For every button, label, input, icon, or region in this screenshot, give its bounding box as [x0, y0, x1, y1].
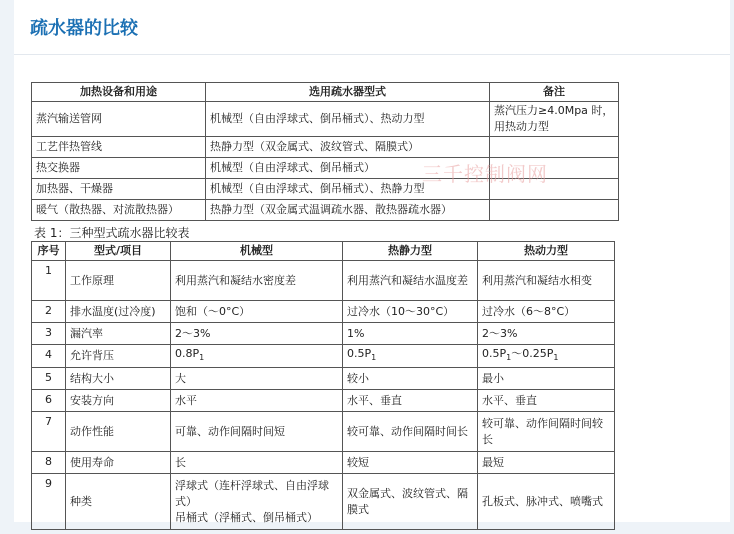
table-cell: 2～3% — [171, 323, 343, 345]
row-number: 4 — [32, 345, 66, 368]
title-divider — [14, 54, 730, 55]
column-header: 加热设备和用途 — [32, 83, 206, 102]
table-cell: 结构大小 — [66, 368, 171, 390]
column-header: 序号 — [32, 242, 66, 261]
table-cell: 利用蒸汽和凝结水相变 — [478, 261, 615, 301]
table-cell: 较短 — [343, 452, 478, 474]
table-cell: 机械型（自由浮球式、倒吊桶式） — [206, 158, 490, 179]
table-cell: 较可靠、动作间隔时间较长 — [478, 412, 615, 452]
table-cell: 1% — [343, 323, 478, 345]
table-cell — [171, 474, 343, 530]
table-cell: 饱和（～0°C） — [171, 301, 343, 323]
subscript: 1 — [553, 353, 559, 363]
row-number: 1 — [32, 261, 66, 301]
table-cell: 过冷水（6～8°C） — [478, 301, 615, 323]
table-row — [32, 368, 615, 390]
table-row — [32, 474, 615, 530]
table-cell: 2～3% — [478, 323, 615, 345]
table-row — [32, 137, 619, 158]
table-cell — [478, 345, 615, 368]
table-header-row — [32, 83, 619, 102]
row-number: 7 — [32, 412, 66, 452]
value-text: ～0.25P — [511, 347, 554, 360]
table-cell: 蒸汽压力≥4.0Mpa 时，用热动力型 — [490, 102, 619, 137]
value-text: 0.8P — [175, 347, 200, 360]
table-cell: 漏汽率 — [66, 323, 171, 345]
table-row — [32, 301, 615, 323]
table-cell: 种类 — [66, 474, 171, 530]
table-cell: 动作性能 — [66, 412, 171, 452]
table-cell: 热静力型（双金属式温调疏水器、散热器疏水器） — [206, 200, 490, 221]
column-header: 备注 — [490, 83, 619, 102]
subscript: 1 — [199, 353, 205, 363]
table-cell: 水平 — [171, 390, 343, 412]
table-cell: 允许背压 — [66, 345, 171, 368]
table-row — [32, 261, 615, 301]
subscript: 1 — [371, 353, 377, 363]
table-cell: 较可靠、动作间隔时间长 — [343, 412, 478, 452]
row-number: 5 — [32, 368, 66, 390]
table-cell: 可靠、动作间隔时间短 — [171, 412, 343, 452]
table-caption: 表 1：三种型式疏水器比较表 — [34, 226, 190, 240]
row-number: 2 — [32, 301, 66, 323]
heating-equipment-table — [31, 82, 619, 221]
row-number: 9 — [32, 474, 66, 530]
table-row — [32, 390, 615, 412]
table-cell: 利用蒸汽和凝结水密度差 — [171, 261, 343, 301]
value-text: 0.5P — [347, 347, 372, 360]
page-title: 疏水器的比较 — [30, 18, 138, 39]
column-header: 热动力型 — [478, 242, 615, 261]
table-cell — [490, 200, 619, 221]
table-cell: 机械型（自由浮球式、倒吊桶式）、热静力型 — [206, 179, 490, 200]
trap-comparison-table — [31, 241, 615, 530]
table-cell: 较小 — [343, 368, 478, 390]
table-cell: 过冷水（10～30°C） — [343, 301, 478, 323]
table-row — [32, 323, 615, 345]
value-text: 浮球式（连杆浮球式、自由浮球式） — [175, 478, 329, 508]
table-row — [32, 452, 615, 474]
column-header: 热静力型 — [343, 242, 478, 261]
table-row — [32, 200, 619, 221]
table-cell: 水平、垂直 — [343, 390, 478, 412]
value-text: 吊桶式（浮桶式、倒吊桶式） — [175, 510, 318, 524]
table-cell: 蒸汽输送管网 — [32, 102, 206, 137]
table-cell: 机械型（自由浮球式、倒吊桶式）、热动力型 — [206, 102, 490, 137]
table-cell — [490, 137, 619, 158]
table-header-row — [32, 242, 615, 261]
table-cell: 热静力型（双金属式、波纹管式、隔膜式） — [206, 137, 490, 158]
table-cell: 加热器、干燥器 — [32, 179, 206, 200]
row-number: 6 — [32, 390, 66, 412]
table-row — [32, 345, 615, 368]
column-header: 型式/项目 — [66, 242, 171, 261]
table-row — [32, 102, 619, 137]
table-cell: 最短 — [478, 452, 615, 474]
value-text: 0.5P — [482, 347, 507, 360]
row-number: 8 — [32, 452, 66, 474]
table-cell: 利用蒸汽和凝结水温度差 — [343, 261, 478, 301]
table-cell: 长 — [171, 452, 343, 474]
table-cell — [171, 345, 343, 368]
row-number: 3 — [32, 323, 66, 345]
subscript: 1 — [506, 353, 512, 363]
table-cell: 使用寿命 — [66, 452, 171, 474]
table-cell: 安装方向 — [66, 390, 171, 412]
column-header: 选用疏水器型式 — [206, 83, 490, 102]
table-row — [32, 412, 615, 452]
table-cell: 热交换器 — [32, 158, 206, 179]
watermark: 三千控制阀网 — [422, 162, 548, 186]
table-cell: 工艺伴热管线 — [32, 137, 206, 158]
table-cell: 大 — [171, 368, 343, 390]
table-cell: 排水温度(过冷度) — [66, 301, 171, 323]
table-cell: 最小 — [478, 368, 615, 390]
table-cell: 双金属式、波纹管式、隔膜式 — [343, 474, 478, 530]
table-cell: 工作原理 — [66, 261, 171, 301]
table-cell: 孔板式、脉冲式、喷嘴式 — [478, 474, 615, 530]
table-cell: 暖气（散热器、对流散热器） — [32, 200, 206, 221]
column-header: 机械型 — [171, 242, 343, 261]
table-cell: 水平、垂直 — [478, 390, 615, 412]
table-cell — [343, 345, 478, 368]
